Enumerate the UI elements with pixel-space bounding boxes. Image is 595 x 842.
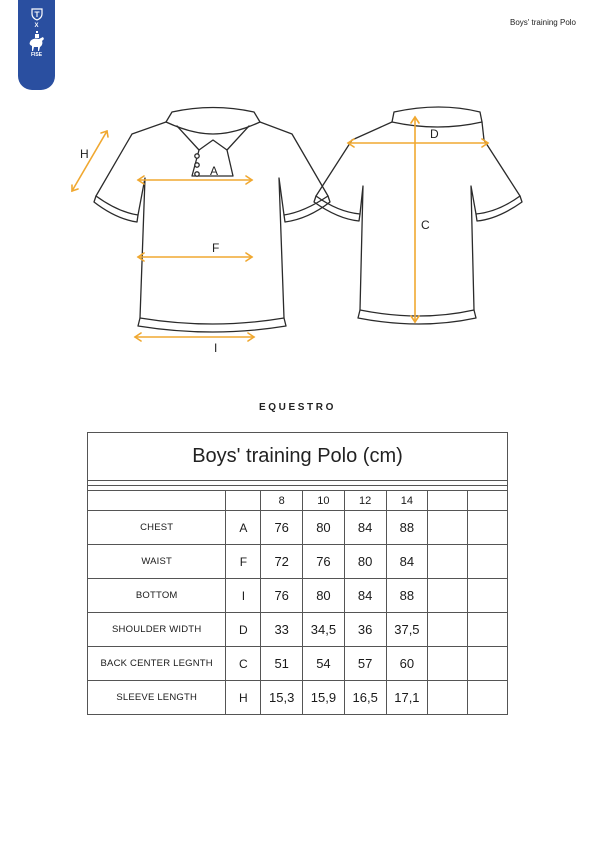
value-cell: 84 — [344, 579, 386, 613]
table-row — [88, 511, 508, 545]
value-cell: 17,1 — [386, 681, 428, 715]
horse-rider-icon — [27, 30, 47, 52]
size-header-cell: 12 — [344, 491, 386, 511]
value-cell — [428, 579, 468, 613]
back-shirt-outline — [314, 107, 522, 324]
label-d: D — [430, 127, 439, 141]
label-i: I — [214, 341, 218, 355]
size-chart-table — [87, 432, 508, 715]
size-header-row — [88, 491, 508, 511]
row-label: WAIST — [88, 545, 226, 579]
front-buttons — [195, 154, 199, 176]
row-code: H — [226, 681, 261, 715]
front-shirt-outline — [94, 108, 330, 333]
row-code: A — [226, 511, 261, 545]
size-header-cell: 14 — [386, 491, 428, 511]
value-cell: 76 — [261, 579, 303, 613]
value-cell: 80 — [303, 579, 345, 613]
value-cell — [468, 681, 508, 715]
table-row — [88, 647, 508, 681]
value-cell: 51 — [261, 647, 303, 681]
row-label: SHOULDER WIDTH — [88, 613, 226, 647]
table-title: Boys' training Polo (cm) — [88, 433, 508, 481]
value-cell: 76 — [261, 511, 303, 545]
row-label: BACK CENTER LEGNTH — [88, 647, 226, 681]
table-row — [88, 681, 508, 715]
table-row — [88, 545, 508, 579]
label-c: C — [421, 218, 430, 232]
logo-fise-text: FISE — [30, 52, 43, 58]
value-cell — [428, 647, 468, 681]
brand-wordmark: EQUESTRO — [259, 402, 336, 413]
logo-x-text: X — [34, 23, 39, 29]
row-code: F — [226, 545, 261, 579]
label-f: F — [212, 241, 220, 255]
table-row — [88, 613, 508, 647]
value-cell: 76 — [303, 545, 345, 579]
table-row — [88, 579, 508, 613]
value-cell: 15,9 — [303, 681, 345, 715]
polo-size-diagram — [0, 90, 595, 360]
value-cell: 37,5 — [386, 613, 428, 647]
label-h: H — [80, 147, 89, 161]
value-cell: 88 — [386, 579, 428, 613]
row-code: C — [226, 647, 261, 681]
value-cell: 60 — [386, 647, 428, 681]
value-cell: 88 — [386, 511, 428, 545]
value-cell — [468, 545, 508, 579]
value-cell: 72 — [261, 545, 303, 579]
value-cell — [428, 681, 468, 715]
shield-icon — [31, 8, 43, 21]
value-cell — [428, 511, 468, 545]
value-cell: 54 — [303, 647, 345, 681]
value-cell: 80 — [303, 511, 345, 545]
value-cell — [468, 511, 508, 545]
size-header-cell: 8 — [261, 491, 303, 511]
row-label: BOTTOM — [88, 579, 226, 613]
row-code: I — [226, 579, 261, 613]
value-cell: 57 — [344, 647, 386, 681]
value-cell — [468, 613, 508, 647]
value-cell — [468, 647, 508, 681]
label-a: A — [210, 164, 219, 178]
value-cell: 34,5 — [303, 613, 345, 647]
row-code: D — [226, 613, 261, 647]
size-header-cell: 10 — [303, 491, 345, 511]
measure-line-h — [72, 131, 107, 191]
value-cell — [468, 579, 508, 613]
value-cell: 80 — [344, 545, 386, 579]
size-header-cell — [428, 491, 468, 511]
value-cell: 16,5 — [344, 681, 386, 715]
logo-badge — [18, 0, 55, 90]
value-cell — [428, 613, 468, 647]
value-cell: 36 — [344, 613, 386, 647]
value-cell: 84 — [386, 545, 428, 579]
value-cell — [428, 545, 468, 579]
value-cell: 33 — [261, 613, 303, 647]
header-title: Boys' training Polo — [509, 18, 576, 27]
value-cell: 84 — [344, 511, 386, 545]
row-label: SLEEVE LENGTH — [88, 681, 226, 715]
size-header-cell — [468, 491, 508, 511]
row-label: CHEST — [88, 511, 226, 545]
value-cell: 15,3 — [261, 681, 303, 715]
